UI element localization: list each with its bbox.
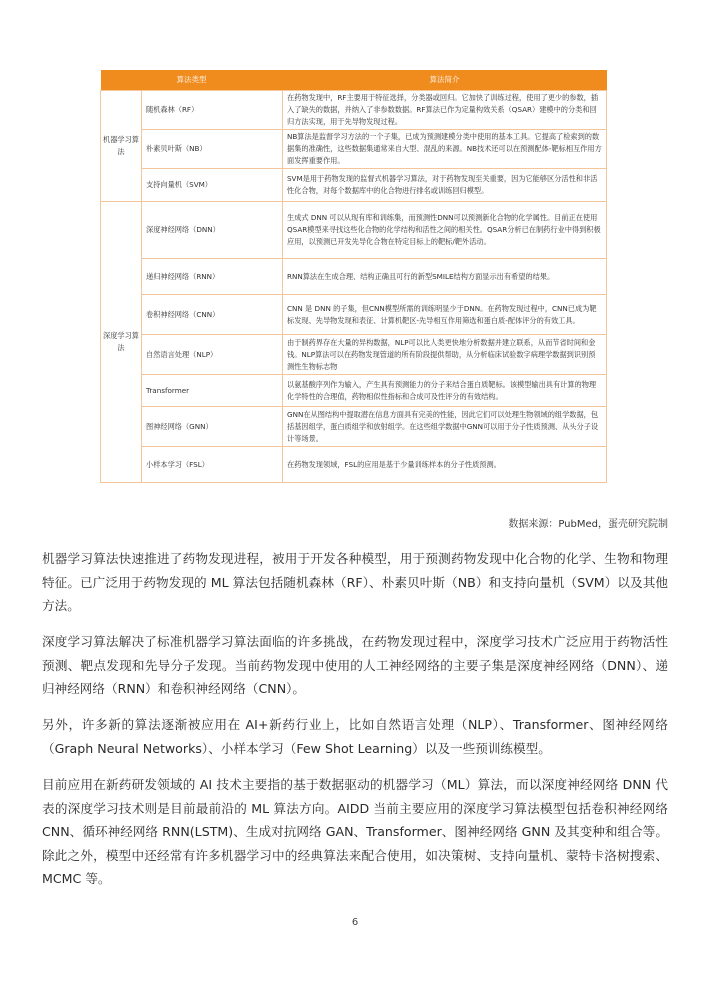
algorithm-desc: 以氨基酸序列作为输入，产生具有预测能力的分子来结合蛋白质靶标。该模型输出具有计算的物理化学特性的合理值，药物相似性指标和合成可及性评分的有效结构。 bbox=[283, 375, 607, 407]
algorithm-table bbox=[100, 70, 607, 483]
table-row bbox=[101, 295, 607, 335]
body-paragraph: 目前应用在新药研发领域的 AI 技术主要指的基于数据驱动的机器学习（ML）算法，而以深度神经网络 DNN 代表的深度学习技术则是目前最前沿的 ML 算法方向。AIDD 当前主要应用的深度学习算法模型包括卷积神经网络 CNN、循环神经网络 RNN(LSTM)、生成对抗网络 GAN、Transformer、图神经网络 GNN 及其变种和组合等。除此之外，模型中还经常有许多机器学习中的经典算法来配合使用，如决策树、支持向量机、蒙特卡洛树搜索、MCMC 等。 bbox=[42, 777, 668, 887]
algorithm-desc: CNN 是 DNN 的子集，但CNN模型所需的训练明显少于DNN。在药物发现过程中，CNN已成为靶标发现、先导物发现和表征、计算机靶区-先导相互作用筛选和蛋白质-配体评分的有效工具。 bbox=[283, 295, 607, 335]
algorithm-name: 朴素贝叶斯（NB） bbox=[142, 130, 283, 169]
table-row bbox=[101, 375, 607, 407]
header-algorithm-type: 算法类型 bbox=[101, 70, 283, 91]
header-algorithm-intro: 算法简介 bbox=[283, 70, 607, 91]
algorithm-desc: 生成式 DNN 可以从现有库和训练集，而预测性DNN可以预测新化合物的化学属性。目前正在使用QSAR模型来寻找这些化合物的化学结构和活性之间的相关性。QSAR分析已在制药行业中得到积极应用，以预测已开发先导化合物在特定目标上的靶标/靶外活动。 bbox=[283, 202, 607, 259]
category-cell: 深度学习算法 bbox=[101, 202, 142, 483]
algorithm-name: 递归神经网络（RNN） bbox=[142, 259, 283, 295]
algorithm-name: 随机森林（RF） bbox=[142, 91, 283, 130]
algorithm-name: 卷积神经网络（CNN） bbox=[142, 295, 283, 335]
algorithm-desc: RNN算法在生成合理、结构正确且可行的新型SMILE结构方面显示出有希望的结果。 bbox=[283, 259, 607, 295]
table-row bbox=[101, 259, 607, 295]
body-paragraph: 深度学习算法解决了标准机器学习算法面临的许多挑战，在药物发现过程中，深度学习技术广泛应用于药物活性预测、靶点发现和先导分子发现。当前药物发现中使用的人工神经网络的主要子集是深度神经网络（DNN）、递归神经网络（RNN）和卷积神经网络（CNN）。 bbox=[42, 634, 668, 697]
algorithm-name: 自然语言处理（NLP） bbox=[142, 335, 283, 375]
table-row bbox=[101, 447, 607, 483]
algorithm-name: Transformer bbox=[142, 375, 283, 407]
table-header-row bbox=[101, 70, 607, 91]
algorithm-desc: 在药物发现领域，FSL的应用是基于少量训练样本的分子性质预测。 bbox=[283, 447, 607, 483]
page-number: 6 bbox=[351, 917, 359, 928]
body-paragraph: 机器学习算法快速推进了药物发现进程，被用于开发各种模型，用于预测药物发现中化合物的化学、生物和物理特征。已广泛用于药物发现的 ML 算法包括随机森林（RF）、朴素贝叶斯（NB）和支持向量机（SVM）以及其他方法。 bbox=[42, 551, 668, 614]
table-row bbox=[101, 335, 607, 375]
table-row bbox=[101, 130, 607, 169]
table-row bbox=[101, 169, 607, 202]
algorithm-name: 图神经网络（GNN） bbox=[142, 407, 283, 447]
table-row bbox=[101, 91, 607, 130]
algorithm-desc: 由于制药界存在大量的异构数据，NLP可以比人类更快地分析数据并建立联系，从而节省时间和金钱。NLP算法可以在药物发现管道的所有阶段提供帮助，从分析临床试验数字病理学数据到识别预测性生物标志物 bbox=[283, 335, 607, 375]
algorithm-desc: GNN在从图结构中提取潜在信息方面具有完美的性能，因此它们可以处理生物领域的组学数据，包括基因组学，蛋白质组学和放射组学。在这些组学数据中GNN可以用于分子性质预测、从头分子设计等场景。 bbox=[283, 407, 607, 447]
table-row bbox=[101, 202, 607, 259]
category-cell: 机器学习算法 bbox=[101, 91, 142, 202]
body-paragraph: 另外，许多新的算法逐渐被应用在 AI+新药行业上，比如自然语言处理（NLP）、Transformer、图神经网络（Graph Neural Networks）、小样本学习（Few Shot Learning）以及一些预训练模型。 bbox=[42, 717, 668, 756]
algorithm-desc: 在药物发现中，RF主要用于特征选择，分类器或回归。它加快了训练过程，使用了更少的参数，插入了缺失的数据，并纳入了非参数数据。RF算法已作为定量构效关系（QSAR）建模中的分类和回归方法实现，用于先导物发现过程。 bbox=[283, 91, 607, 130]
algorithm-name: 支持向量机（SVM） bbox=[142, 169, 283, 202]
algorithm-desc: NB算法是监督学习方法的一个子集，已成为预测建模分类中使用的基本工具。它提高了检索到的数据集的准确性，这些数据集通常来自大型、混乱的来源。NB技术还可以在预测配体-靶标相互作用方面发挥重要作用。 bbox=[283, 130, 607, 169]
data-source-note: 数据来源：PubMed，蛋壳研究院制 bbox=[508, 519, 668, 530]
algorithm-name: 小样本学习（FSL） bbox=[142, 447, 283, 483]
algorithm-desc: SVM是用于药物发现的监督式机器学习算法，对于药物发现至关重要，因为它能够区分活性和非活性化合物，对每个数据库中的化合物进行排名或训练回归模型。 bbox=[283, 169, 607, 202]
table-row bbox=[101, 407, 607, 447]
algorithm-name: 深度神经网络（DNN） bbox=[142, 202, 283, 259]
